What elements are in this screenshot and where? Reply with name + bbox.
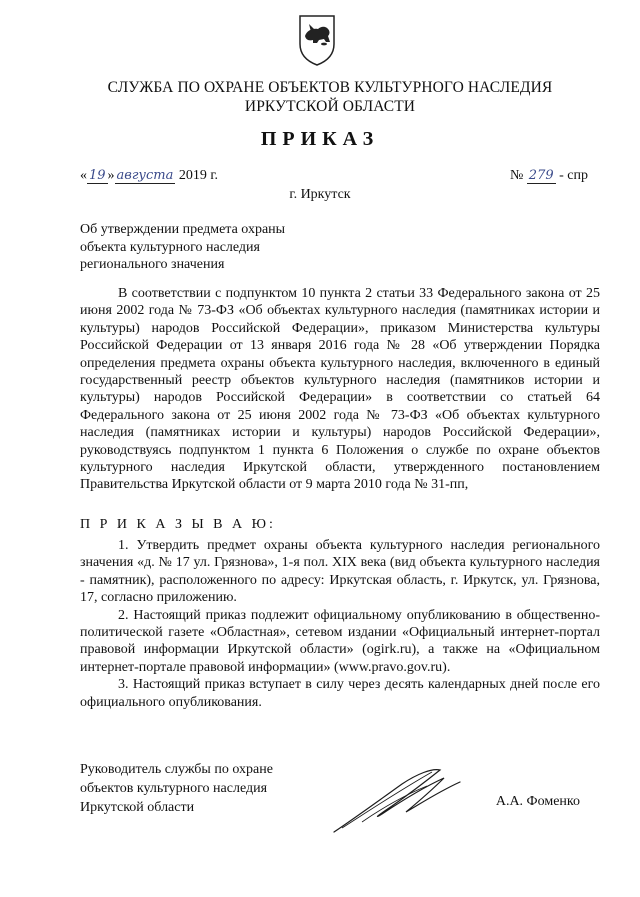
position-line: объектов культурного наследия <box>80 781 268 796</box>
document-preamble <box>80 285 600 494</box>
document-subject <box>80 221 285 274</box>
document-number <box>510 168 588 184</box>
number-prefix: № <box>509 168 524 183</box>
signatory-name: А.А. Фоменко <box>495 794 580 809</box>
decree-item-3: 3. Настоящий приказ вступает в силу через десять календарных дней после его официального опубликования. <box>80 677 600 710</box>
date-close-quote: » <box>107 168 115 183</box>
coat-of-arms-emblem <box>297 12 337 66</box>
handwritten-signature <box>322 762 472 840</box>
date-year: 2019 г. <box>178 168 219 183</box>
decree-items <box>80 537 600 711</box>
position-line: Иркутской области <box>80 800 195 815</box>
decree-item-1: 1. Утвердить предмет охраны объекта культурного наследия регионального значения «д. № 17 ул. Грязнова», 1-я пол. XIX века (вид объекта культурного наследия - памятник), расположенного по адресу: Иркутская область, г. Иркутск, ул. Грязнова, 17, согласно приложению. <box>80 538 600 606</box>
document-date <box>80 168 218 184</box>
subject-line: Об утверждении предмета охраны <box>80 222 286 237</box>
number-handwritten: 279 <box>528 168 554 183</box>
organization-name: СЛУЖБА ПО ОХРАНЕ ОБЪЕКТОВ КУЛЬТУРНОГО НАСЛЕДИЯ ИРКУТСКОЙ ОБЛАСТИ <box>107 79 553 115</box>
date-day-handwritten: 19 <box>89 168 106 183</box>
decree-heading: П Р И К А З Ы В А Ю: <box>80 517 276 532</box>
subject-line: регионального значения <box>80 257 225 272</box>
document-city: г. Иркутск <box>289 187 351 202</box>
signatory-position <box>80 760 273 817</box>
number-suffix: - спр <box>559 168 588 183</box>
date-open-quote: « <box>80 168 87 183</box>
decree-item-2: 2. Настоящий приказ подлежит официальному опубликованию в общественно-политической газете «Областная», сетевом издании «Официальный интернет-портал правовой информации Иркутской области» (ogirk.ru), а также на «Официальном интернет-портале правовой информации» (www.pravo.gov.ru). <box>80 607 600 675</box>
document-title: ПРИКАЗ <box>260 128 380 150</box>
position-line: Руководитель службы по охране <box>80 762 273 777</box>
subject-line: объекта культурного наследия <box>80 239 260 255</box>
date-month-handwritten: августа <box>116 168 174 183</box>
preamble-paragraph: В соответствии с подпунктом 10 пункта 2 статьи 33 Федерального закона от 25 июня 2002 года № 73-ФЗ «Об объектах культурного наследия (памятниках истории и культуры) народов Российской Федерации», приказом Министерства культуры Российской Федерации от 13 января 2016 года № 28 «Об утверждении Порядка определения предмета охраны объекта культурного наследия, включенного в единый государственный реестр объектов культурного наследия (памятников истории и культуры) народов Российской Федерации» в соответствии со статьей 64 Федерального закона от 25 июня 2002 года № 73-ФЗ «Об объектах культурного наследия (памятниках истории и культуры) народов Российской Федерации», руководствуясь подпунктом 1 пункта 6 Положения о службе по охране объектов культурного наследия Иркутской области, утвержденного постановлением Правительства Иркутской области от 9 марта 2010 года № 31-пп, <box>80 286 600 493</box>
